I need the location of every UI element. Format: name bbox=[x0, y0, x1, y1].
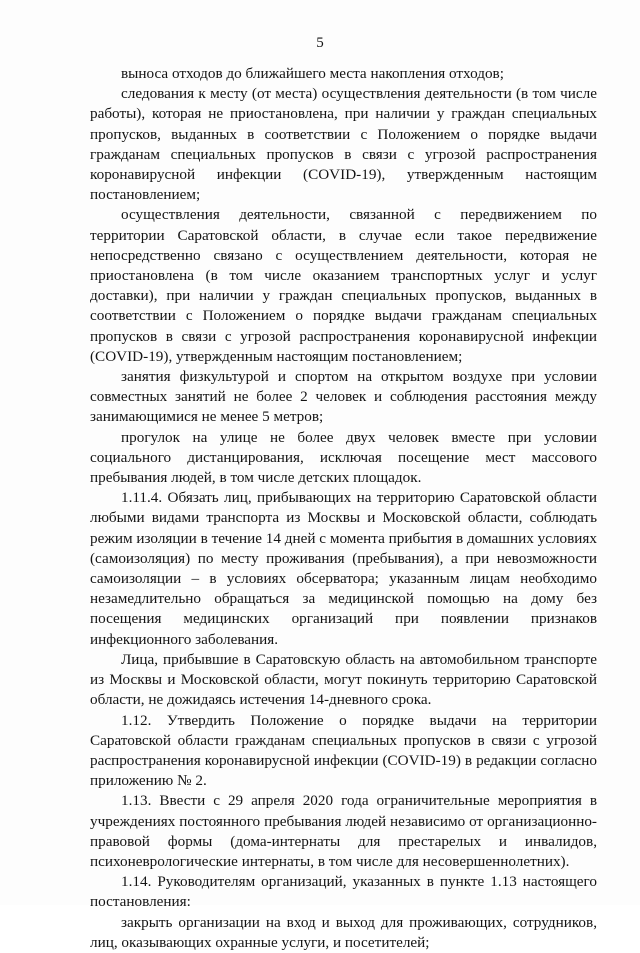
paragraph-clause-1-13: 1.13. Ввести с 29 апреля 2020 года ограничительные мероприятия в учреждениях постоянного пребывания людей независимо от организационно-правовой формы (дома-интернаты для престарелых и инвалидов, психоневрологические интернаты, в том числе для несовершеннолетних). bbox=[90, 792, 597, 870]
paragraph-arrivals-by-car: Лица, прибывшие в Саратовскую область на автомобильном транспорте из Москвы и Московской области, могут покинуть территорию Саратовской области, не дожидаясь истечения 14-дневного срока. bbox=[90, 650, 597, 709]
paragraph-clause-1-12: 1.12. Утвердить Положение о порядке выдачи на территории Саратовской области гражданам специальных пропусков в связи с угрозой распространения коронавирусной инфекции (COVID-19) в редакции согласно приложению № 2. bbox=[90, 711, 597, 790]
paragraph-clause-1-11-4: 1.11.4. Обязать лиц, прибывающих на территорию Саратовской области любыми видами транспорта из Москвы и Московской области, соблюдать режим изоляции в течение 14 дней с момента прибытия в домашних условиях (самоизоляция) по месту проживания (пребывания), а при невозможности самоизоляции – в условиях обсерватора; указанным лицам необходимо незамедлительно обращаться за медицинской помощью на дому без посещения медицинских организаций при появлении признаков инфекционного заболевания. bbox=[90, 489, 597, 648]
paragraph-outdoor-sports: занятия физкультурой и спортом на открытом воздухе при условии совместных занятий не более 2 человек и соблюдения расстояния между занимающимися не менее 5 метров; bbox=[90, 368, 597, 426]
paragraph-travel-to-work: следования к месту (от места) осуществления деятельности (в том числе работы), которая не приостановлена, при наличии у граждан специальных пропусков, выданных в соответствии с Положением о порядке выдачи гражданам специальных пропусков в связи с угрозой распространения коронавирусной инфекции (COVID-19), утвержденным настоящим постановлением; bbox=[90, 85, 597, 204]
document-body bbox=[90, 64, 597, 953]
paragraph-walks: прогулок на улице не более двух человек вместе при условии социального дистанцирования, исключая посещение мест массового пребывания людей, в том числе детских площадок. bbox=[90, 428, 597, 487]
paragraph-movement-activity: осуществления деятельности, связанной с передвижением по территории Саратовской области, в случае если такое передвижение непосредственно связано с осуществлением деятельности, которая не приостановлена (в том числе оказанием транспортных услуг и услуг доставки), при наличии у граждан специальных пропусков, выданных в соответствии с Положением о порядке выдачи гражданам специальных пропусков в связи с угрозой распространения коронавирусной инфекции (COVID-19), утвержденным настоящим постановлением; bbox=[90, 206, 597, 365]
paragraph-close-organizations: закрыть организации на вход и выход для проживающих, сотрудников, лиц, оказывающих охранные услуги, и посетителей; bbox=[90, 913, 597, 951]
page-number: 5 bbox=[316, 35, 324, 51]
paragraph-waste-disposal: выноса отходов до ближайшего места накопления отходов; bbox=[121, 65, 504, 82]
paragraph-clause-1-14: 1.14. Руководителям организаций, указанных в пункте 1.13 настоящего постановления: bbox=[90, 873, 597, 911]
